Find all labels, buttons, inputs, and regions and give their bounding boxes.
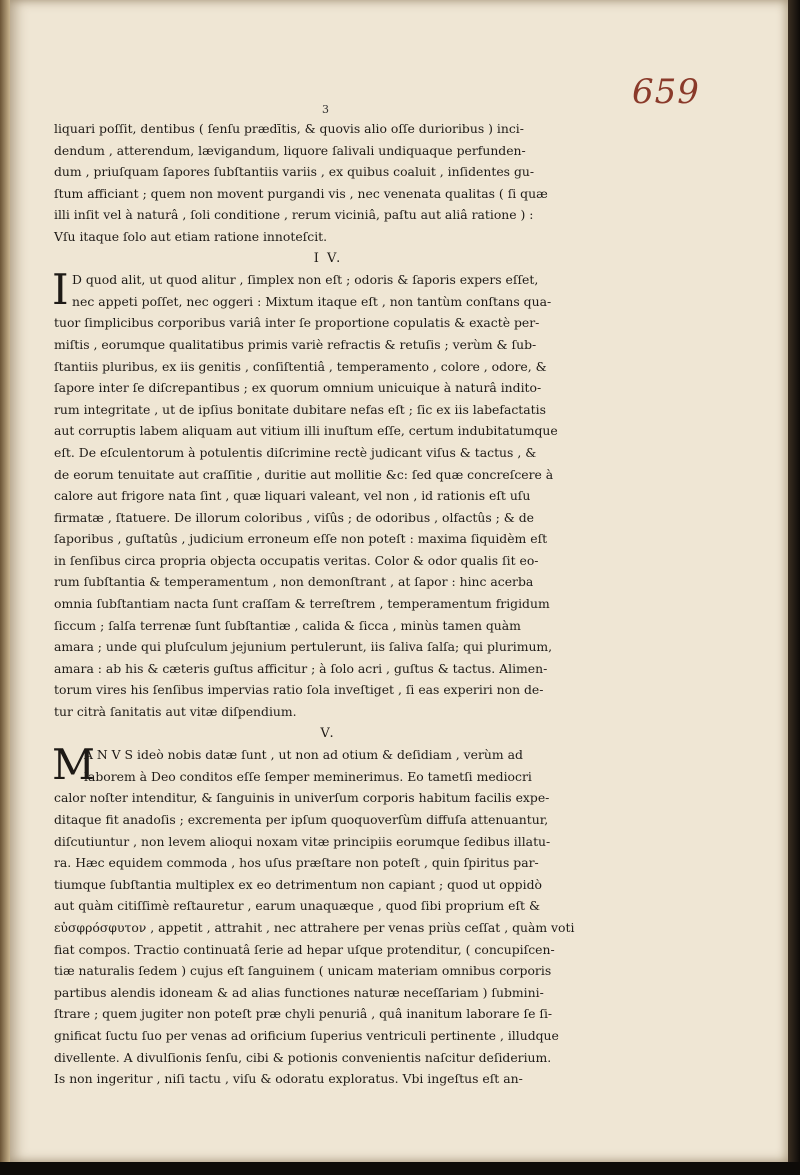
text-line: ra. Hæc equidem commoda , hos uſus præſtare non poteſt , quin ſpiritus par- <box>54 855 539 871</box>
text-line: tiumque ſubſtantia multiplex ex eo detrimentum non capiant ; quod ut oppidò <box>54 876 542 892</box>
text-line: calore aut frigore nata ſint , quæ liquari valeant, vel non , id rationis eſt uſu <box>54 488 531 504</box>
text-line: diſcutiuntur , non levem alioqui noxam vitæ principiis eorumque ſedibus illatu- <box>54 833 551 849</box>
text-line: Is non ingeritur , niſi tactu , viſu & odoratu exploratus. Vbi ingeſtus eſt an- <box>54 1071 523 1087</box>
text-line: A N V S ideò nobis datæ ſunt , ut non ad otium & deſidiam , verùm ad <box>84 747 523 763</box>
text-line: nec appeti poſſet, nec oggeri : Mixtum itaque eſt , non tantùm conſtans qua- <box>72 293 552 309</box>
text-line: liquari poſſit, dentibus ( ſenſu prædītis, & quovis alio oſſe durioribus ) inci- <box>54 121 524 136</box>
text-line: ditaque fit anadoſis ; excrementa per ipſum quoquoverſùm diffuſa attenuantur, <box>54 812 549 827</box>
dropcap-m: M <box>52 740 96 790</box>
text-line: omnia ſubſtantiam nacta ſunt craſſam & terreſtrem , temperamentum frigidum <box>54 596 550 612</box>
text-line: in ſenſibus circa propria objecta occupatis veritas. Color & odor qualis ſit eo- <box>54 552 539 568</box>
text-line: dum , priuſquam ſapores ſubſtantiis variis , ex quibus coaluit , inſidentes gu- <box>54 164 535 180</box>
text-line: rum ſubſtantia & temperamentum , non demonſtrant , at ſapor : hinc acerba <box>54 574 534 590</box>
text-line: tiæ naturalis ſedem ) cujus eſt ſanguinem ( unicam materiam omnibus corporis <box>54 963 552 979</box>
text-line: illi inſit vel à naturâ , ſoli conditione , rerum viciniâ, paſtu aut aliâ ratione ) : <box>54 207 534 223</box>
text-line: tur citrà ſanitatis aut vitæ diſpendium. <box>54 704 297 720</box>
section-heading-iv: I V. <box>313 250 343 266</box>
text-line: partibus alendis idoneam & ad alias functiones naturæ neceſſariam ) ſubmini- <box>54 984 544 1000</box>
section-v-body <box>52 740 602 1090</box>
text-line: ſtum afficiant ; quem non movent purgandi vis , nec venenata qualitas ( ſi quæ <box>54 185 548 201</box>
text-line: firmatæ , ſtatuere. De illorum coloribus , viſûs ; de odoribus , olfactûs ; & de <box>54 509 534 525</box>
text-line: eſt. De eſculentorum à potulentis diſcrimine rectè judicant viſus & tactus , & <box>54 444 537 460</box>
text-line: de eorum tenuitate aut craſſitie , duritie aut mollitie &c: ſed quæ concreſcere à <box>54 466 554 482</box>
handwritten-folio-number: 659 <box>632 72 700 112</box>
signature-mark: 3 <box>322 103 329 116</box>
text-line: ſtrare ; quem jugiter non poteſt præ chyli penuriâ , quâ inanitum laborare ſe ſi- <box>54 1006 553 1022</box>
text-line: miſtis , eorumque qualitatibus primis variè refractis & retuſis ; verùm & ſub- <box>54 336 537 352</box>
dropcap-i: I <box>52 265 69 315</box>
text-line: divellente. A divulſionis ſenſu, cibi & potionis convenientis naſcitur deſiderium. <box>54 1049 552 1065</box>
text-line: dendum , atterendum, lævigandum, liquore ſalivali undiquaque perfunden- <box>54 142 526 158</box>
text-line: εὐσφρόσφυτον , appetit , attrahit , nec attrahere per venas priùs ceſſat , quàm voti <box>54 919 575 935</box>
text-line: calor noſter intenditur, & ſanguinis in univerſum corporis habitum facilis expe- <box>54 790 550 806</box>
text-line: laborem à Deo conditos eſſe ſemper meminerimus. Eo tametſi mediocri <box>84 768 532 784</box>
text-line: aut quàm citiſſimè reſtauretur , earum unaquæque , quod ſibi proprium eſt & <box>54 898 540 914</box>
text-line: Vſu itaque ſolo aut etiam ratione innoteſcit. <box>54 228 328 244</box>
text-line: tuor ſimplicibus corporibus variâ inter ſe proportione copulatis & exactè per- <box>54 315 540 331</box>
page-text <box>54 118 602 1090</box>
book-page <box>10 0 788 1162</box>
paragraph-continuation <box>54 118 602 248</box>
text-line: rum integritate , ut de ipſius bonitate dubitare nefas eſt ; ſic ex iis labefactatis <box>54 401 546 417</box>
text-line: D quod alit, ut quod alitur , ſimplex non eſt ; odoris & ſaporis expers eſſet, <box>72 272 539 288</box>
text-line: amara ; unde qui pluſculum jejunium pertulerunt, iis ſaliva ſalſa; qui plurimum, <box>54 639 553 655</box>
text-line: amara : ab his & cæteris guſtus afficitur ; à ſolo acri , guſtus & tactus. Alimen- <box>54 660 548 676</box>
text-line: ſtantiis pluribus, ex iis genitis , conſiſtentiâ , temperamento , colore , odore, & <box>54 358 547 374</box>
section-heading-v: V. <box>320 725 336 741</box>
text-line: gnificat ſuctu ſuo per venas ad orificium ſuperius ventriculi pertinente , illudque <box>54 1027 559 1043</box>
text-line: ſiccum ; ſalſa terrenæ ſunt ſubſtantiæ , calida & ſicca , minùs tamen quàm <box>54 617 521 633</box>
book-edge-bottom <box>0 1162 800 1175</box>
text-line: ſaporibus , guſtatûs , judicium erroneum eſſe non poteſt : maxima ſiquidèm eſt <box>54 531 548 547</box>
section-iv-body <box>52 265 602 722</box>
book-edge-right <box>788 0 800 1175</box>
text-line: torum vires his ſenſibus impervias ratio ſola inveſtiget , ſi eas experiri non de- <box>54 682 544 698</box>
text-line: aut corruptis labem aliquam aut vitium illi inuſtum eſſe, certum indubitatumque <box>54 423 558 439</box>
text-line: ſapore inter ſe diſcrepantibus ; ex quorum omnium unicuique à naturâ indito- <box>54 380 542 396</box>
text-line: fiat compos. Tractio continuatâ ſerie ad hepar uſque protenditur, ( concupiſcen- <box>54 941 555 957</box>
book-spine <box>0 0 10 1175</box>
